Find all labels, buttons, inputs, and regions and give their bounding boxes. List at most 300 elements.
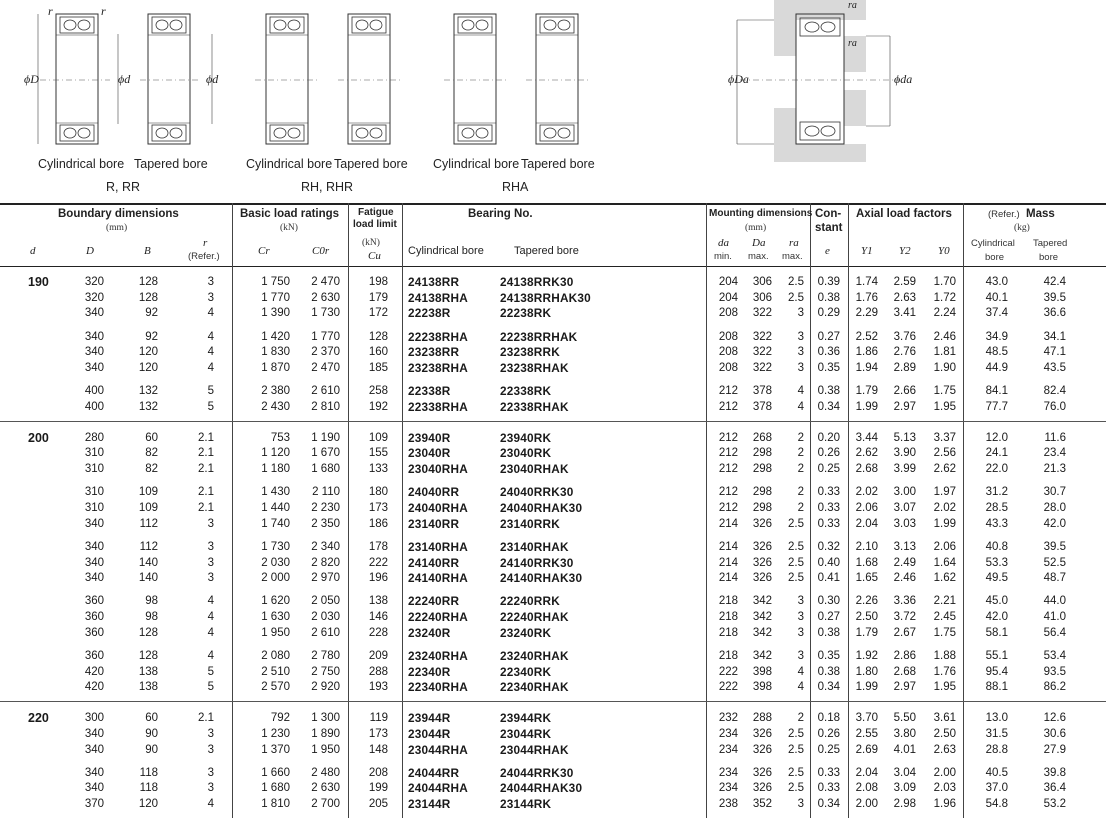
hdr-mass: Mass: [1026, 208, 1055, 220]
table-cell: 119: [369, 712, 388, 725]
table-cell: 128: [138, 650, 158, 662]
table-cell: 4: [207, 650, 214, 662]
table-cell: 43.5: [1043, 362, 1066, 374]
table-cell: 298: [752, 501, 772, 514]
table-cell: 3: [797, 346, 804, 359]
table-cell: 340: [84, 727, 104, 740]
table-cell: 186: [368, 517, 388, 530]
table-cell: 0.39: [817, 276, 840, 288]
table-cell: 23144R: [408, 797, 451, 812]
table-cell: 42.0: [985, 611, 1008, 624]
table-cell: 53.3: [985, 556, 1008, 569]
table-cell: 1.86: [855, 346, 878, 359]
table-cell: 0.25: [817, 463, 840, 475]
table-cell: 2.02: [933, 501, 956, 514]
table-cell: 1 430: [261, 486, 290, 499]
table-cell: 45.0: [985, 595, 1008, 608]
table-cell: 1.92: [855, 650, 878, 662]
table-cell: 0.41: [817, 572, 840, 585]
table-cell: 23044R: [408, 726, 451, 741]
table-cell: 2.66: [893, 385, 916, 398]
fig3-type-caption: RHA: [502, 180, 529, 194]
table-cell: 4: [207, 307, 214, 320]
table-cell: 420: [84, 681, 104, 694]
col-divider: [810, 203, 811, 818]
table-cell: 326: [752, 517, 772, 530]
table-cell: 2 370: [311, 346, 340, 359]
table-cell: 1.99: [933, 517, 956, 530]
table-cell: 2 050: [311, 595, 340, 608]
table-cell: 2.62: [855, 447, 878, 460]
table-cell: 2.98: [893, 798, 916, 811]
group-separator: [0, 701, 1106, 702]
table-cell: 3.04: [893, 766, 916, 779]
table-cell: 1.80: [855, 665, 878, 678]
fig1-D-label: ϕD: [24, 72, 39, 86]
table-cell: 1 440: [261, 501, 290, 514]
table-cell: 138: [138, 681, 158, 694]
table-cell: 3: [797, 595, 804, 608]
table-cell: 24138RRHAK30: [500, 290, 591, 305]
table-cell: 92: [145, 330, 158, 343]
table-cell: 47.1: [1043, 346, 1066, 359]
table-cell: 2.5: [788, 782, 804, 795]
table-cell: 232: [718, 712, 738, 725]
hdr-mount-unit: (mm): [745, 223, 767, 233]
table-cell: 118: [139, 782, 158, 795]
table-cell: 0.18: [817, 712, 840, 725]
table-cell: 2.67: [893, 626, 916, 639]
hdr-axial: Axial load factors: [856, 208, 952, 220]
table-cell: 22240RR: [408, 594, 460, 609]
table-cell: 1 770: [311, 330, 340, 343]
table-cell: 0.34: [817, 681, 840, 694]
table-cell: 55.1: [985, 650, 1008, 662]
table-cell: 133: [368, 463, 388, 475]
table-cell: 43.3: [985, 517, 1008, 530]
table-cell: 160: [368, 346, 388, 359]
table-cell: 212: [718, 486, 738, 499]
table-cell: 2.86: [893, 650, 916, 662]
fig1-tapered-drawing: [140, 14, 212, 144]
table-cell: 172: [368, 307, 388, 320]
table-cell: 208: [718, 307, 738, 320]
table-cell: 5: [207, 665, 214, 678]
table-cell: 208: [718, 346, 738, 359]
table-cell: 288: [752, 712, 772, 725]
table-cell: 1 620: [261, 595, 290, 608]
table-cell: 3.07: [893, 501, 916, 514]
table-cell: 2.49: [893, 556, 916, 569]
table-cell: 24138RR: [408, 275, 460, 289]
bore-diameter-d: 190: [28, 275, 49, 289]
table-cell: 1.65: [855, 572, 878, 585]
header-bottom-rule: [0, 266, 1106, 267]
table-cell: 118: [139, 766, 158, 779]
table-cell: 222: [368, 556, 388, 569]
table-cell: 2.5: [788, 276, 804, 288]
table-cell: 5: [207, 385, 214, 398]
table-cell: 23144RK: [500, 797, 552, 812]
hdr-r: r: [203, 237, 208, 249]
table-cell: 196: [368, 572, 388, 585]
table-cell: 2.5: [788, 291, 804, 304]
table-cell: 400: [84, 385, 104, 398]
table-cell: 3: [207, 517, 214, 530]
table-cell: 24140RHA: [408, 571, 468, 586]
hdr-da-sub: min.: [714, 251, 732, 262]
table-cell: 340: [84, 572, 104, 585]
table-cell: 3.44: [855, 431, 878, 444]
table-cell: 2: [797, 501, 804, 514]
table-cell: 2: [797, 431, 804, 444]
table-cell: 2 810: [311, 400, 340, 413]
table-cell: 3: [797, 307, 804, 320]
table-cell: 3: [797, 626, 804, 639]
table-cell: 4.01: [893, 743, 916, 756]
table-cell: 1 630: [261, 611, 290, 624]
table-cell: 4: [207, 595, 214, 608]
table-cell: 420: [84, 665, 104, 678]
hdr-mass-cyl-1: Cylindrical: [971, 238, 1015, 249]
table-cell: 2 630: [311, 782, 340, 795]
table-cell: 24138RHA: [408, 290, 468, 305]
table-cell: 23240RHA: [408, 649, 468, 663]
table-cell: 1 750: [261, 276, 290, 288]
table-cell: 2.69: [855, 743, 878, 756]
table-cell: 180: [368, 486, 388, 499]
table-cell: 1 740: [261, 517, 290, 530]
table-cell: 2.1: [198, 712, 214, 725]
table-cell: 40.1: [985, 291, 1008, 304]
table-cell: 2.46: [933, 330, 956, 343]
table-cell: 3.00: [893, 486, 916, 499]
fig1-cyl-caption: Cylindrical bore: [38, 157, 125, 171]
fig1-d-label-2: ϕd: [206, 72, 219, 86]
table-cell: 0.35: [817, 362, 840, 374]
table-cell: 2.55: [855, 727, 878, 740]
table-cell: 23944R: [408, 711, 451, 726]
table-cell: 1.70: [933, 276, 956, 288]
table-cell: 76.0: [1043, 400, 1066, 413]
table-cell: 1.94: [855, 362, 878, 374]
hdr-Da: Da: [752, 237, 766, 249]
table-cell: 22.0: [985, 463, 1008, 475]
table-cell: 3.72: [893, 611, 916, 624]
hdr-da: da: [718, 237, 729, 249]
table-cell: 340: [84, 782, 104, 795]
fig1-d-label: ϕd: [118, 72, 131, 86]
table-cell: 0.33: [817, 517, 840, 530]
table-cell: 82: [145, 463, 158, 475]
table-cell: 4: [797, 385, 804, 398]
table-cell: 36.4: [1043, 782, 1066, 795]
table-cell: 1 870: [261, 362, 290, 374]
table-cell: 84.1: [985, 385, 1008, 398]
table-cell: 2 080: [261, 650, 290, 662]
table-cell: 4: [207, 330, 214, 343]
table-cell: 52.5: [1043, 556, 1066, 569]
table-cell: 1 680: [311, 463, 340, 475]
table-cell: 1.95: [933, 400, 956, 413]
table-cell: 3: [207, 276, 214, 288]
table-cell: 93.5: [1043, 665, 1066, 678]
table-cell: 22340RHA: [408, 680, 468, 695]
table-cell: 54.8: [985, 798, 1008, 811]
table-cell: 1 230: [261, 727, 290, 740]
hdr-ra: ra: [789, 237, 799, 249]
table-cell: 1.95: [933, 681, 956, 694]
col-divider: [402, 203, 403, 818]
table-cell: 2.03: [933, 782, 956, 795]
table-cell: 1.79: [855, 385, 878, 398]
hdr-D: D: [86, 245, 94, 257]
hdr-e: e: [825, 245, 830, 257]
table-cell: 326: [752, 743, 772, 756]
table-cell: 24044RRK30: [500, 765, 574, 780]
table-cell: 22338RK: [500, 384, 552, 399]
table-cell: 268: [752, 431, 772, 444]
table-cell: 42.0: [1043, 517, 1066, 530]
table-cell: 2 380: [261, 385, 290, 398]
table-cell: 31.2: [985, 486, 1008, 499]
bearing-spec-table: [0, 203, 1106, 818]
hdr-bn-tap: Tapered bore: [514, 245, 579, 257]
table-cell: 212: [718, 385, 738, 398]
table-cell: 234: [718, 782, 738, 795]
table-cell: 2.5: [788, 556, 804, 569]
table-cell: 21.3: [1043, 463, 1066, 475]
table-cell: 23238RHA: [408, 361, 468, 375]
table-cell: 2.50: [933, 727, 956, 740]
table-cell: 23240R: [408, 625, 451, 640]
table-cell: 24140RR: [408, 555, 460, 570]
table-cell: 37.0: [985, 782, 1008, 795]
table-cell: 1 670: [311, 447, 340, 460]
table-cell: 98: [145, 611, 158, 624]
table-cell: 138: [368, 595, 388, 608]
table-cell: 23044RK: [500, 726, 552, 741]
fig3-tapered-drawing: [526, 14, 588, 144]
table-cell: 1.62: [933, 572, 956, 585]
table-cell: 2.04: [855, 766, 878, 779]
table-cell: 288: [368, 665, 388, 678]
table-cell: 322: [752, 307, 772, 320]
table-cell: 218: [718, 626, 738, 639]
table-cell: 2.29: [855, 307, 878, 320]
table-cell: 23040RHAK: [500, 462, 569, 476]
table-cell: 208: [718, 362, 738, 374]
bore-diameter-d: 220: [28, 711, 49, 726]
table-cell: 0.30: [817, 595, 840, 608]
table-cell: 209: [368, 650, 388, 662]
fig1-cylindrical-drawing: [38, 14, 118, 144]
bearing-figures: [0, 0, 1106, 200]
table-cell: 212: [718, 501, 738, 514]
table-cell: 193: [368, 681, 388, 694]
table-cell: 60: [145, 431, 158, 444]
hdr-mass-cyl-2: bore: [985, 252, 1005, 263]
table-cell: 298: [752, 463, 772, 475]
fig2-type-caption: RH, RHR: [301, 180, 354, 194]
table-cell: 53.2: [1043, 798, 1066, 811]
table-cell: 340: [84, 766, 104, 779]
table-cell: 173: [368, 727, 388, 740]
table-cell: 326: [752, 782, 772, 795]
table-cell: 258: [368, 385, 388, 398]
fig1-r-label: r: [48, 4, 53, 18]
table-cell: 23140RHA: [408, 539, 468, 554]
table-cell: 1.64: [933, 556, 956, 569]
table-cell: 398: [752, 665, 772, 678]
table-cell: 27.9: [1043, 743, 1066, 756]
col-divider: [706, 203, 707, 818]
table-cell: 342: [752, 626, 772, 639]
table-cell: 11.6: [1044, 431, 1066, 444]
table-cell: 3: [207, 766, 214, 779]
table-cell: 140: [138, 556, 158, 569]
table-cell: 3.99: [893, 463, 916, 475]
table-cell: 41.0: [1043, 611, 1066, 624]
table-cell: 53.4: [1043, 650, 1066, 662]
table-cell: 40.8: [985, 540, 1008, 553]
table-cell: 212: [718, 463, 738, 475]
table-cell: 48.5: [985, 346, 1008, 359]
table-cell: 310: [84, 501, 104, 514]
table-cell: 22240RHA: [408, 610, 468, 625]
table-cell: 5.50: [893, 712, 916, 725]
table-cell: 1 830: [261, 346, 290, 359]
hdr-Cu: Cu: [368, 250, 381, 262]
table-cell: 23.4: [1043, 447, 1066, 460]
table-cell: 5.13: [893, 431, 916, 444]
table-cell: 298: [752, 447, 772, 460]
table-cell: 4: [207, 346, 214, 359]
table-cell: 3.09: [893, 782, 916, 795]
table-cell: 1 680: [261, 782, 290, 795]
table-cell: 31.5: [985, 727, 1008, 740]
table-cell: 28.8: [985, 743, 1008, 756]
table-cell: 214: [718, 556, 738, 569]
table-cell: 2 700: [311, 798, 340, 811]
table-cell: 37.4: [985, 307, 1008, 320]
mount-ra-label: ra: [848, 0, 857, 11]
table-cell: 2 340: [311, 540, 340, 553]
table-cell: 2 570: [261, 681, 290, 694]
table-cell: 2.5: [788, 572, 804, 585]
table-cell: 22340R: [408, 664, 451, 679]
mount-da-label: ϕda: [894, 72, 913, 86]
table-cell: 212: [718, 447, 738, 460]
mount-ra-label-2: ra: [848, 38, 857, 49]
table-cell: 23040RHA: [408, 462, 468, 476]
table-cell: 326: [752, 556, 772, 569]
table-cell: 2.50: [855, 611, 878, 624]
table-cell: 320: [84, 291, 104, 304]
table-cell: 326: [752, 727, 772, 740]
table-cell: 43.0: [985, 276, 1008, 288]
hdr-basic-unit: (kN): [280, 223, 298, 233]
table-cell: 320: [84, 276, 104, 288]
table-cell: 340: [84, 307, 104, 320]
hdr-B: B: [144, 245, 151, 257]
table-cell: 22238RK: [500, 306, 552, 321]
table-cell: 222: [718, 665, 738, 678]
table-cell: 0.35: [817, 650, 840, 662]
hdr-Y2: Y2: [899, 245, 911, 257]
table-cell: 2 610: [311, 385, 340, 398]
group-separator: [0, 421, 1106, 422]
table-cell: 23238RHAK: [500, 361, 569, 375]
table-cell: 2.68: [893, 665, 916, 678]
table-cell: 24040RRK30: [500, 485, 574, 500]
table-cell: 342: [752, 650, 772, 662]
table-cell: 2 230: [311, 501, 340, 514]
table-cell: 2 000: [261, 572, 290, 585]
table-cell: 86.2: [1043, 681, 1066, 694]
table-cell: 198: [368, 276, 388, 288]
table-cell: 2.63: [933, 743, 956, 756]
table-cell: 155: [368, 447, 388, 460]
table-cell: 1.72: [933, 291, 956, 304]
table-cell: 2.59: [893, 276, 916, 288]
table-cell: 1.68: [855, 556, 878, 569]
table-cell: 400: [84, 400, 104, 413]
hdr-const-1: Con-: [815, 208, 842, 220]
table-cell: 2.00: [933, 766, 956, 779]
table-cell: 23140RRK: [500, 516, 560, 531]
table-cell: 2 920: [311, 681, 340, 694]
table-cell: 132: [138, 400, 158, 413]
table-cell: 2.06: [933, 540, 956, 553]
hdr-Cr: Cr: [258, 245, 270, 257]
table-cell: 90: [145, 727, 158, 740]
table-cell: 22340RK: [500, 664, 552, 679]
table-cell: 28.5: [985, 501, 1008, 514]
table-cell: 1 950: [311, 743, 340, 756]
table-cell: 2.21: [933, 595, 956, 608]
hdr-Y1: Y1: [861, 245, 873, 257]
table-cell: 204: [718, 291, 738, 304]
hdr-basic: Basic load ratings: [240, 208, 340, 220]
table-cell: 128: [368, 330, 388, 343]
table-cell: 22238RRHAK: [500, 329, 578, 344]
table-cell: 22338RHAK: [500, 399, 569, 414]
table-cell: 0.25: [817, 743, 840, 756]
table-cell: 4: [797, 400, 804, 413]
table-cell: 0.33: [817, 486, 840, 499]
table-cell: 2: [797, 486, 804, 499]
table-cell: 222: [718, 681, 738, 694]
table-cell: 1 730: [311, 307, 340, 320]
table-cell: 132: [138, 385, 158, 398]
table-cell: 2.02: [855, 486, 878, 499]
table-cell: 340: [84, 362, 104, 374]
table-cell: 1.99: [855, 400, 878, 413]
table-cell: 310: [84, 447, 104, 460]
table-cell: 24140RHAK30: [500, 571, 583, 586]
table-cell: 2.1: [198, 501, 214, 514]
table-cell: 98: [145, 595, 158, 608]
table-cell: 2.1: [198, 463, 214, 475]
table-cell: 1.96: [933, 798, 956, 811]
col-divider: [848, 203, 849, 818]
table-cell: 298: [752, 486, 772, 499]
table-cell: 1 890: [311, 727, 340, 740]
hdr-bearing-no: Bearing No.: [468, 208, 533, 220]
table-cell: 128: [138, 626, 158, 639]
table-cell: 326: [752, 766, 772, 779]
